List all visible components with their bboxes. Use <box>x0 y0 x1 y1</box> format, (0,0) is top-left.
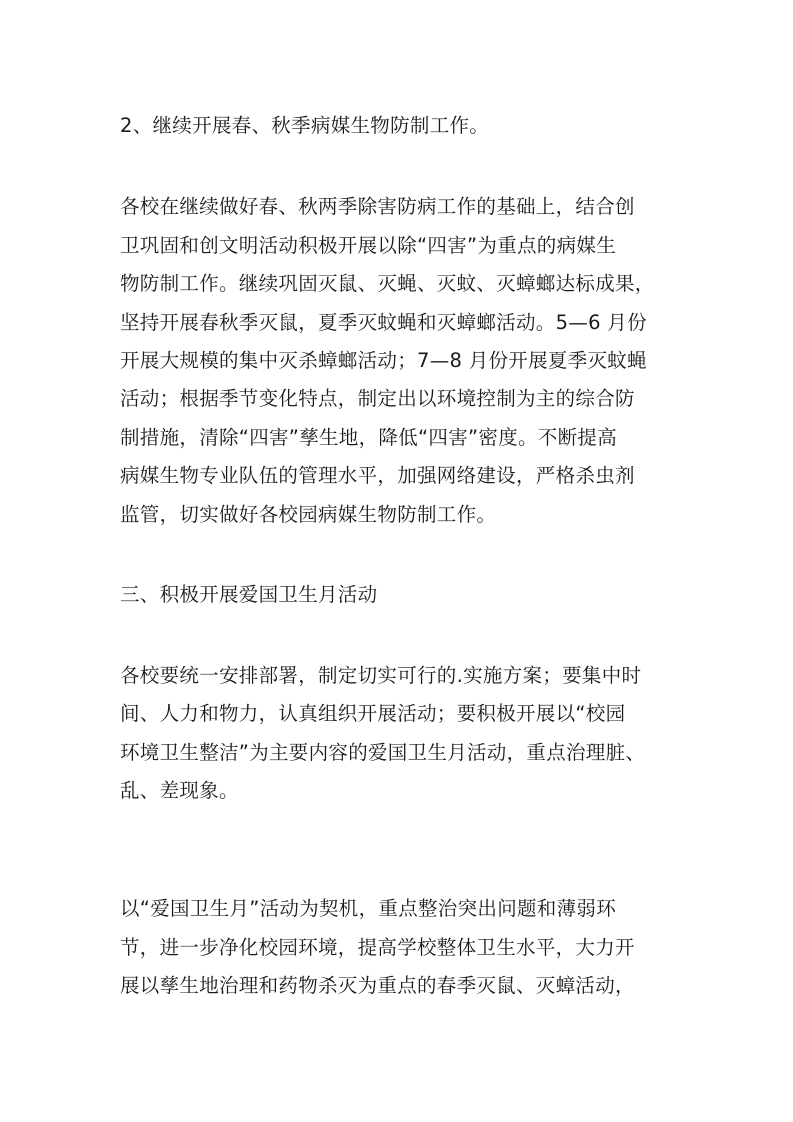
paragraph-line: 病媒生物专业队伍的管理水平，加强网络建设，严格杀虫剂 <box>120 464 635 487</box>
paragraph-line: 节，进一步净化校园环境，提高学校整体卫生水平，大力开 <box>120 936 635 959</box>
section-heading: 三、积极开展爱国卫生月活动 <box>120 583 378 606</box>
paragraph-line: 坚持开展春秋季灭鼠，夏季灭蚊蝇和灭蟑螂活动。5—6 月份 <box>120 311 647 334</box>
paragraph-line: 开展大规模的集中灭杀蟑螂活动；7—8 月份开展夏季灭蚊蝇 <box>120 349 647 372</box>
paragraph-line: 展以孳生地治理和药物杀灭为重点的春季灭鼠、灭蟑活动， <box>120 974 635 997</box>
section-heading: 2、继续开展春、秋季病媒生物防制工作。 <box>120 114 490 137</box>
paragraph-line: 乱、差现象。 <box>120 779 239 802</box>
paragraph-line: 以“爱国卫生月”活动为契机，重点整治突出问题和薄弱环 <box>120 897 617 920</box>
paragraph-line: 环境卫生整洁”为主要内容的爱国卫生月活动，重点治理脏、 <box>120 741 646 764</box>
paragraph-line: 各校要统一安排部署，制定切实可行的.实施方案；要集中时 <box>120 664 642 687</box>
paragraph-line: 制措施，清除“四害”孳生地，降低“四害”密度。不断提高 <box>120 426 618 449</box>
paragraph-line: 物防制工作。继续巩固灭鼠、灭蝇、灭蚊、灭蟑螂达标成果， <box>120 272 655 295</box>
paragraph-line: 监管，切实做好各校园病媒生物防制工作。 <box>120 503 497 526</box>
paragraph-line: 各校在继续做好春、秋两季除害防病工作的基础上，结合创 <box>120 195 635 218</box>
paragraph-line: 间、人力和物力，认真组织开展活动；要积极开展以“校园 <box>120 702 626 725</box>
paragraph-line: 卫巩固和创文明活动积极开展以除“四害”为重点的病媒生 <box>120 234 617 257</box>
paragraph-line: 活动；根据季节变化特点，制定出以环境控制为主的综合防 <box>120 387 635 410</box>
